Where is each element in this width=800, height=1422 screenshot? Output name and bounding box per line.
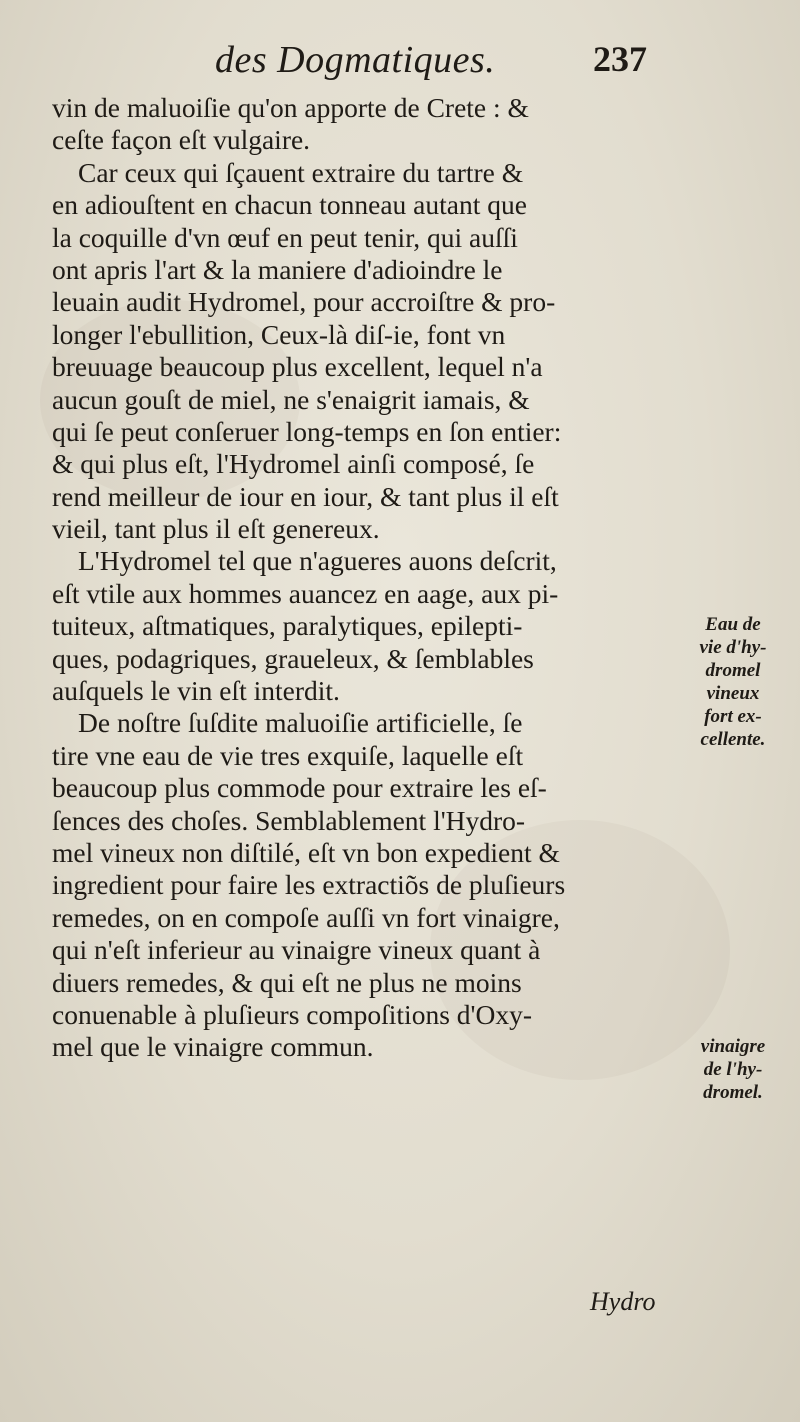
text-line: ingredient pour faire les extractiõs de pluſieurs — [52, 869, 566, 901]
text-line: vin de maluoiſie qu'on apporte de Crete : & — [52, 92, 529, 123]
margin-note-line: de l'hy- — [703, 1059, 763, 1080]
page-number: 237 — [593, 39, 647, 79]
text-line: conuenable à pluſieurs compoſitions d'Oxy- — [52, 998, 532, 1030]
text-line: tuiteux, aſtmatiques, paralytiques, epilepti- — [52, 610, 523, 642]
margin-note-line: cellente. — [700, 729, 766, 750]
text-line: beaucoup plus commode pour extraire les eſ- — [52, 772, 547, 804]
margin-note-line: vineux — [706, 683, 760, 704]
margin-note-line: vinaigre — [700, 1036, 766, 1057]
margin-note-line: Eau de — [705, 614, 761, 635]
text-line: la coquille d'vn œuf en peut tenir, qui auſſi — [52, 221, 518, 253]
text-line: qui n'eſt inferieur au vinaigre vineux quant à — [52, 934, 541, 966]
margin-note-line: fort ex- — [704, 706, 762, 727]
text-line: tire vne eau de vie tres exquiſe, laquelle eſt — [52, 739, 524, 771]
text-line: vieil, tant plus il eſt genereux. — [52, 513, 380, 545]
margin-note-line: dromel — [705, 660, 761, 681]
text-line: diuers remedes, & qui eſt ne plus ne moins — [52, 966, 522, 998]
text-line: breuuage beaucoup plus excellent, lequel n'a — [52, 351, 543, 383]
text-line: leuain audit Hydromel, pour accroiſtre & pro- — [52, 286, 556, 318]
margin-note-line: vie d'hy- — [699, 637, 767, 658]
text-line: auſquels le vin eſt interdit. — [52, 675, 340, 707]
margin-note-vinaigre — [683, 1035, 783, 1104]
text-line: De noſtre ſuſdite maluoiſie artificielle, ſe — [78, 707, 523, 739]
text-line: ont apris l'art & la maniere d'adioindre le — [52, 253, 503, 285]
text-line: ſences des choſes. Semblablement l'Hydro- — [52, 804, 526, 836]
text-line: ques, podagriques, graueleux, & ſemblables — [52, 642, 534, 674]
text-line: longer l'ebullition, Ceux-là diſ-ie, font vn — [52, 318, 506, 350]
catchword: Hydro — [590, 1287, 656, 1316]
running-head — [215, 38, 715, 81]
text-line: aucun gouſt de miel, ne s'enaigrit iamais, & — [52, 383, 530, 415]
text-line: remedes, on en compoſe auſſi vn fort vinaigre, — [52, 901, 560, 933]
text-line: eſt vtile aux hommes auancez en aage, aux pi- — [52, 577, 559, 609]
text-line: Car ceux qui ſçauent extraire du tartre & — [78, 156, 524, 188]
text-line: & qui plus eſt, l'Hydromel ainſi composé, ſe — [52, 448, 535, 480]
text-line: ceſte façon eſt vulgaire. — [52, 124, 311, 156]
text-line: L'Hydromel tel que n'agueres auons deſcrit, — [78, 545, 557, 577]
margin-note-eau-de-vie — [683, 613, 783, 751]
text-line: en adiouſtent en chacun tonneau autant que — [52, 189, 527, 221]
body-text — [52, 92, 672, 1064]
text-line: qui ſe peut conſeruer long-temps en ſon entier: — [52, 415, 562, 447]
running-title: des Dogmatiques. — [215, 39, 496, 81]
margin-note-line: dromel. — [703, 1082, 763, 1103]
text-line: mel vineux non diſtilé, eſt vn bon expedient & — [52, 836, 560, 868]
text-line: rend meilleur de iour en iour, & tant plus il eſt — [52, 480, 559, 512]
text-line: mel que le vinaigre commun. — [52, 1031, 374, 1063]
